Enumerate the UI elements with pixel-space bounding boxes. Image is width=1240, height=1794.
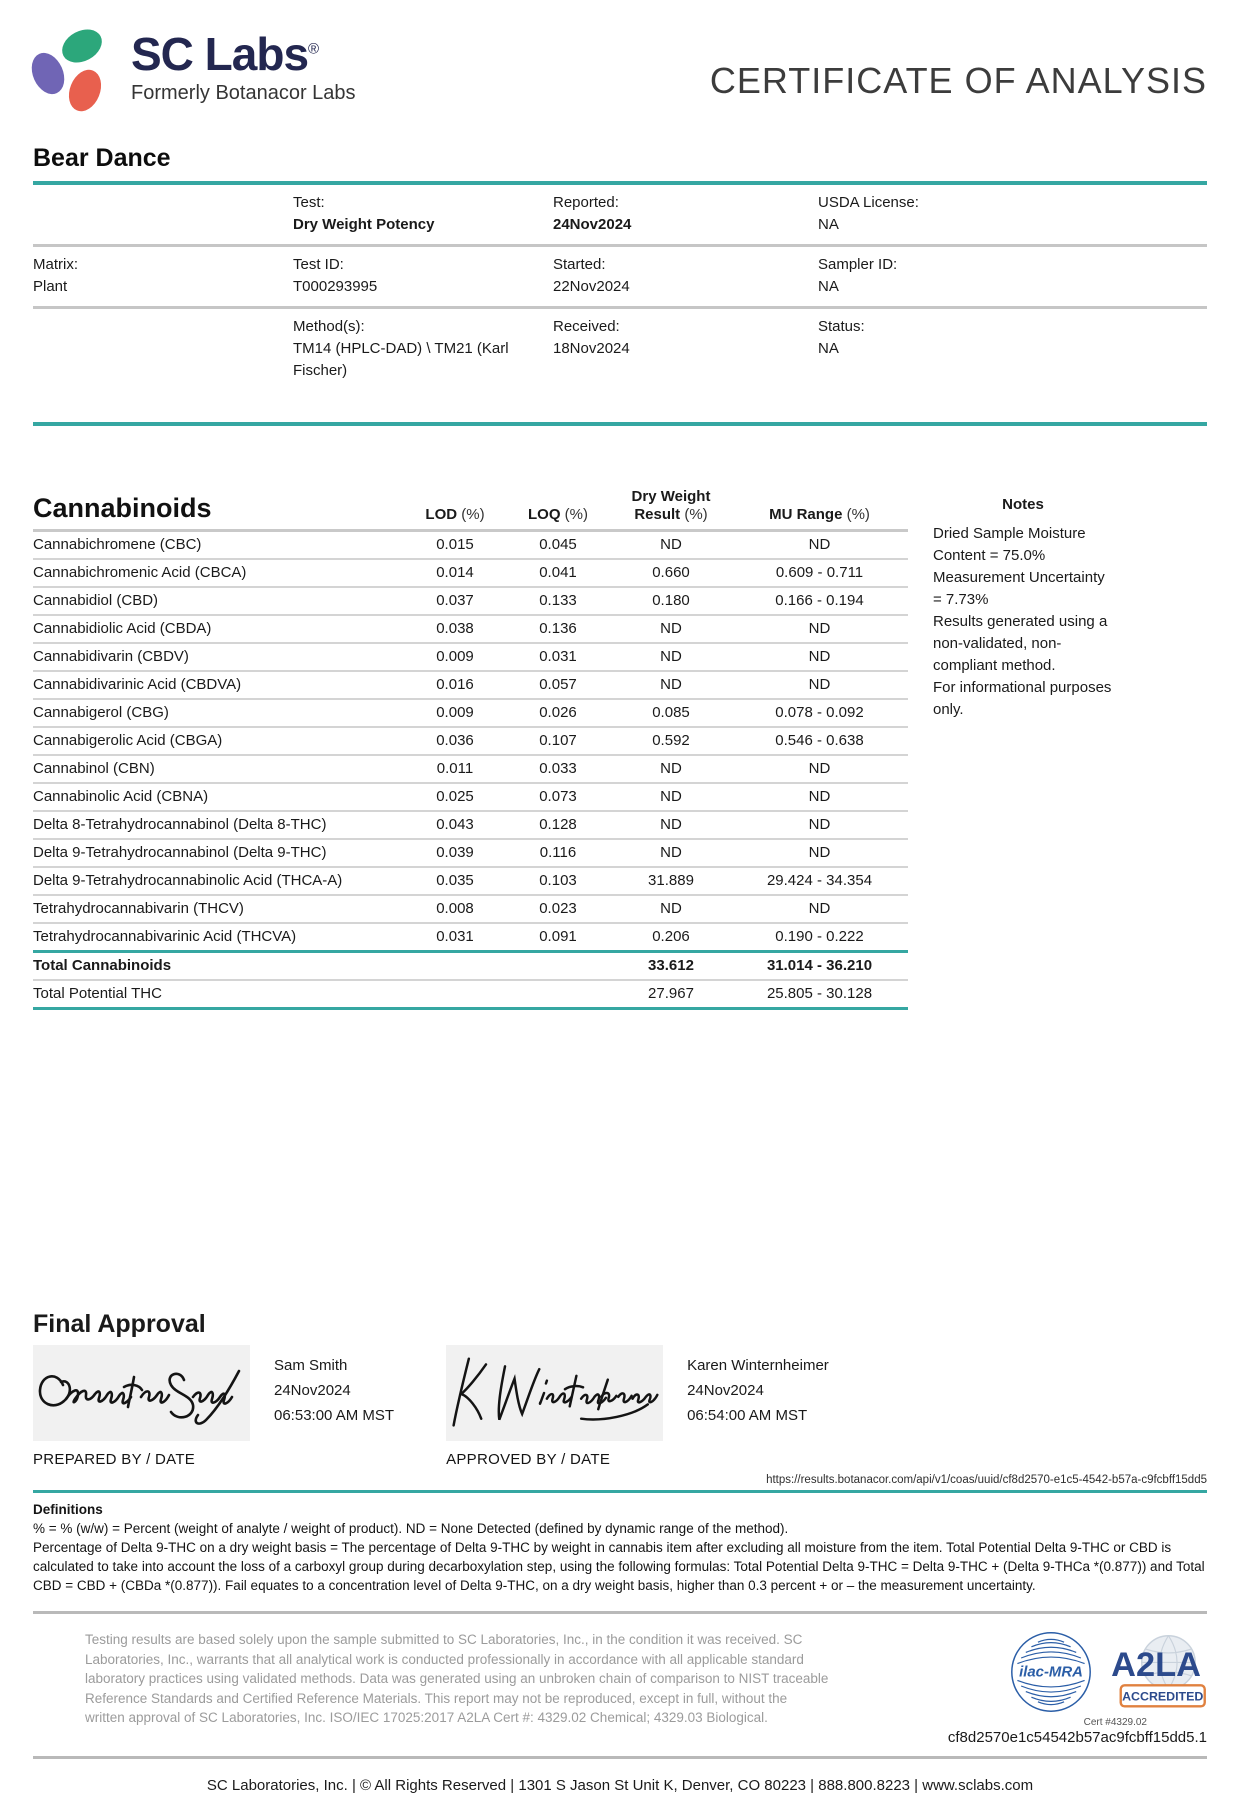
loq-value: 0.133 (539, 592, 577, 609)
analyte-name: Cannabidiolic Acid (CBDA) (33, 620, 212, 637)
coa-hash: cf8d2570e1c54542b57ac9fcbff15dd5.1 (947, 1729, 1207, 1746)
mu-range-value: 0.609 - 0.711 (775, 564, 864, 581)
info-cell-test (293, 192, 553, 236)
notes-line: For informational purposes only. (933, 679, 1112, 718)
info-cell-methods (293, 316, 553, 382)
definitions-section (33, 1500, 1207, 1595)
document-title: CERTIFICATE OF ANALYSIS (709, 60, 1207, 101)
table-row (33, 784, 908, 812)
received-value: 18Nov2024 (553, 340, 630, 357)
analyte-name: Cannabigerol (CBG) (33, 704, 169, 721)
notes-text (933, 523, 1113, 721)
sclabs-petals-icon (33, 30, 113, 114)
test-id-label: Test ID: (293, 256, 344, 273)
result-value: ND (660, 676, 682, 693)
mu-range-value: ND (808, 816, 831, 833)
info-row-1 (33, 185, 1207, 244)
disclaimer-text: Testing results are based solely upon the sample submitted to SC Laboratories, Inc., in the condition it was received. SC Laboratories, Inc., warrants that all analytical work is conducted professionally in accordance with all applicable standard laboratory practices using validated methods. Data was generated using an unbroken chain of comparison to NIST traceable Reference Standards and Certified Reference Materials. This report may not be reproduced, except in full, without the written approval of SC Laboratories, Inc. ISO/IEC 17025:2017 A2LA Cert #: 4329.02 Chemical; 4329.03 Biological. (85, 1632, 829, 1725)
table-row (33, 868, 908, 896)
loq-value: 0.128 (539, 816, 577, 833)
empty-cell (505, 953, 611, 979)
analyte-name: Delta 8-Tetrahydrocannabinol (Delta 8-THC) (33, 816, 327, 833)
usda-license-value: NA (818, 216, 839, 233)
lod-value: 0.009 (436, 704, 474, 721)
lod-value: 0.035 (436, 872, 474, 889)
loq-value: 0.033 (539, 760, 577, 777)
prepared-meta (274, 1345, 394, 1468)
result-value: ND (660, 620, 682, 637)
brand-name (131, 30, 356, 78)
result-value: 0.085 (652, 704, 690, 721)
approved-signature-image (446, 1345, 663, 1441)
brand-subtitle: Formerly Botanacor Labs (131, 82, 356, 105)
result-header: Result (634, 506, 681, 523)
lod-value: 0.039 (436, 844, 474, 861)
result-value: ND (660, 844, 682, 861)
coa-url-link[interactable]: https://results.botanacor.com/api/v1/coas/uuid/cf8d2570-e1c5-4542-b57a-c9fcbff15dd5 (766, 1474, 1207, 1486)
info-row-2 (33, 244, 1207, 306)
petal-green-icon (56, 23, 107, 69)
loq-value: 0.026 (539, 704, 577, 721)
sample-info-table (33, 181, 1207, 426)
lod-value: 0.038 (436, 620, 474, 637)
result-value: 0.206 (652, 928, 690, 945)
total-label: Total Cannabinoids (33, 957, 172, 974)
prepared-by-label: PREPARED BY / DATE (33, 1451, 196, 1468)
analyte-name: Cannabidivarin (CBDV) (33, 648, 189, 665)
status-value: NA (818, 340, 839, 357)
empty-cell (505, 981, 611, 1007)
loq-value: 0.116 (539, 844, 577, 861)
table-row (33, 560, 908, 588)
definitions-line: % = % (w/w) = Percent (weight of analyte / weight of product). ND = None Detected (defined by dynamic range of the method). (33, 1521, 789, 1536)
mu-range-value: 0.190 - 0.222 (775, 928, 864, 945)
table-row (33, 700, 908, 728)
analyte-name: Cannabinolic Acid (CBNA) (33, 788, 209, 805)
result-value: ND (660, 536, 682, 553)
total-thc-label: Total Potential THC (33, 985, 162, 1002)
table-row (33, 672, 908, 700)
mu-range-value: ND (808, 900, 831, 917)
total-thc-result-value: 27.967 (648, 985, 694, 1002)
mu-range-header: MU Range (769, 506, 843, 523)
notes-column (933, 466, 1113, 721)
notes-line: Results generated using a non-validated, non-compliant method. (933, 613, 1108, 674)
dry-weight-header: Dry Weight (631, 488, 711, 505)
mu-range-value: 0.546 - 0.638 (775, 732, 864, 749)
result-value: ND (660, 816, 682, 833)
a2la-label: A2LA (1111, 1645, 1201, 1684)
approved-time: 06:54:00 AM MST (687, 1407, 808, 1424)
sampler-id-label: Sampler ID: (818, 256, 898, 273)
loq-value: 0.045 (539, 536, 577, 553)
loq-value: 0.041 (539, 564, 577, 581)
methods-label: Method(s): (293, 318, 365, 335)
lod-value: 0.025 (436, 788, 474, 805)
loq-value: 0.136 (539, 620, 577, 637)
info-cell-empty (33, 192, 293, 236)
reported-label: Reported: (553, 194, 619, 211)
info-cell-matrix (33, 254, 293, 298)
test-label: Test: (293, 194, 325, 211)
brand-name-text: SC Labs (131, 28, 309, 80)
divider (33, 1490, 1207, 1493)
mu-range-value: 29.424 - 34.354 (766, 872, 873, 889)
loq-value: 0.103 (539, 872, 577, 889)
table-row-total-cannabinoids (33, 950, 908, 981)
lod-value: 0.037 (436, 592, 474, 609)
reported-value: 24Nov2024 (553, 216, 632, 233)
mu-range-value: ND (808, 536, 831, 553)
mu-range-value: ND (808, 676, 831, 693)
final-approval-title: Final Approval (33, 1310, 206, 1338)
footer-text: SC Laboratories, Inc. | © All Rights Reserved | 1301 S Jason St Unit K, Denver, CO 80223 | 888.800.8223 | www.sclabs.com (206, 1777, 1034, 1794)
cannabinoids-table (33, 466, 908, 1010)
analyte-name: Tetrahydrocannabivarin (THCV) (33, 900, 244, 917)
info-cell-usda (818, 192, 1207, 236)
loq-value: 0.073 (539, 788, 577, 805)
lod-value: 0.011 (436, 760, 474, 777)
mu-range-value: 0.078 - 0.092 (775, 704, 864, 721)
result-value: 0.592 (652, 732, 690, 749)
table-row (33, 644, 908, 672)
sampler-id-value: NA (818, 278, 839, 295)
lod-value: 0.031 (436, 928, 474, 945)
result-value: 31.889 (648, 872, 694, 889)
started-label: Started: (553, 256, 606, 273)
mu-range-value: ND (808, 648, 831, 665)
analyte-name: Tetrahydrocannabivarinic Acid (THCVA) (33, 928, 297, 945)
result-value: ND (660, 760, 682, 777)
table-header-row (33, 466, 908, 532)
table-row (33, 616, 908, 644)
mu-range-value: ND (808, 788, 831, 805)
result-value: ND (660, 648, 682, 665)
lod-value: 0.043 (436, 816, 474, 833)
notes-line: Dried Sample Moisture Content = 75.0% (933, 525, 1086, 564)
mu-range-value: ND (808, 620, 831, 637)
accreditation-badges (948, 1630, 1207, 1746)
result-value: ND (660, 900, 682, 917)
approved-meta (687, 1345, 829, 1468)
registered-mark: ® (308, 40, 319, 58)
percent-unit: (%) (684, 506, 708, 523)
info-cell-reported (553, 192, 818, 236)
analyte-name: Cannabidivarinic Acid (CBDVA) (33, 676, 242, 693)
result-value: ND (660, 788, 682, 805)
analyte-name: Delta 9-Tetrahydrocannabinol (Delta 9-THC) (33, 844, 327, 861)
analyte-name: Cannabichromenic Acid (CBCA) (33, 564, 247, 581)
table-row (33, 840, 908, 868)
info-cell-status (818, 316, 1207, 382)
mu-range-value: 0.166 - 0.194 (775, 592, 864, 609)
test-id-value: T000293995 (293, 278, 378, 295)
lod-value: 0.016 (436, 676, 474, 693)
prepared-date: 24Nov2024 (274, 1382, 351, 1399)
table-row-total-potential-thc (33, 981, 908, 1010)
info-cell-started (553, 254, 818, 298)
info-cell-received (553, 316, 818, 382)
prepared-signature-image (33, 1345, 250, 1441)
info-cell-sampler (818, 254, 1207, 298)
result-value: 0.660 (652, 564, 690, 581)
loq-value: 0.057 (539, 676, 577, 693)
column-header-loq (505, 506, 611, 524)
started-value: 22Nov2024 (553, 278, 630, 295)
notes-header: Notes (1002, 496, 1044, 513)
analyte-name: Delta 9-Tetrahydrocannabinolic Acid (THCA-A) (33, 872, 343, 889)
total-thc-mu-range-value: 25.805 - 30.128 (766, 985, 873, 1002)
mu-range-value: ND (808, 844, 831, 861)
table-row (33, 924, 908, 950)
column-header-lod (405, 506, 505, 524)
prepared-by-block (33, 1345, 250, 1468)
approved-by-block (446, 1345, 663, 1468)
brand-logo (33, 30, 356, 114)
disclaimer-box (33, 1611, 1207, 1759)
percent-unit: (%) (846, 506, 870, 523)
ilac-mra-label: ilac-MRA (1019, 1663, 1083, 1681)
info-row-3 (33, 306, 1207, 422)
approved-signature-box (446, 1345, 663, 1441)
accredited-label: ACCREDITED (1122, 1689, 1204, 1704)
lod-value: 0.009 (436, 648, 474, 665)
definitions-line: Percentage of Delta 9-THC on a dry weight basis = The percentage of Delta 9-THC by weight in cannabis item after excluding all moisture from the item. Total Potential Delta 9-THC or CBD is calculated to take into account the loss of a carboxyl group during decarboxylation step, using the following formulas: Total Potential Delta 9-THC = Delta 9-THC + (Delta 9-THCa *(0.877)) and Total CBD = CBD + (CBDa *(0.877)). Fail equates to a concentration level of Delta 9-THC, on a dry weight basis, higher than 0.3 percent + or – the measurement uncertainty. (33, 1540, 1205, 1593)
approver-name: Karen Winternheimer (687, 1357, 829, 1374)
lod-value: 0.014 (436, 564, 474, 581)
column-header-mu-range (731, 506, 908, 524)
cannabinoids-section (33, 466, 1207, 1010)
test-value: Dry Weight Potency (293, 216, 435, 233)
status-label: Status: (818, 318, 865, 335)
total-mu-range-value: 31.014 - 36.210 (766, 957, 873, 974)
info-cell-empty (33, 316, 293, 382)
loq-header: LOQ (528, 506, 561, 523)
preparer-name: Sam Smith (274, 1357, 348, 1374)
lod-value: 0.036 (436, 732, 474, 749)
received-label: Received: (553, 318, 620, 335)
lod-value: 0.008 (436, 900, 474, 917)
loq-value: 0.031 (539, 648, 577, 665)
table-row (33, 588, 908, 616)
definitions-title: Definitions (33, 1502, 103, 1517)
loq-value: 0.023 (539, 900, 577, 917)
percent-unit: (%) (461, 506, 485, 523)
prepared-signature-box (33, 1345, 250, 1441)
notes-line: Measurement Uncertainty = 7.73% (933, 569, 1105, 608)
loq-value: 0.107 (539, 732, 577, 749)
usda-license-label: USDA License: (818, 194, 919, 211)
cert-number: Cert #4329.02 (1083, 1717, 1147, 1728)
approved-by-label: APPROVED BY / DATE (446, 1451, 611, 1468)
empty-cell (405, 953, 505, 979)
methods-value: TM14 (HPLC-DAD) \ TM21 (Karl Fischer) (293, 340, 509, 379)
lod-value: 0.015 (436, 536, 474, 553)
table-row (33, 756, 908, 784)
matrix-label: Matrix: (33, 256, 78, 273)
brand-text (131, 30, 356, 114)
analyte-name: Cannabidiol (CBD) (33, 592, 159, 609)
table-row (33, 532, 908, 560)
lod-header: LOD (425, 506, 458, 523)
analyte-name: Cannabinol (CBN) (33, 760, 155, 777)
analyte-name: Cannabichromene (CBC) (33, 536, 202, 553)
result-value: 0.180 (652, 592, 690, 609)
analyte-name: Cannabigerolic Acid (CBGA) (33, 732, 223, 749)
table-row (33, 896, 908, 924)
empty-cell (405, 981, 505, 1007)
total-result-value: 33.612 (648, 957, 694, 974)
header (0, 0, 1240, 114)
table-row (33, 812, 908, 840)
loq-value: 0.091 (539, 928, 577, 945)
final-approval-row (33, 1345, 1207, 1468)
badge-row (1009, 1630, 1207, 1714)
ilac-mra-logo-icon (1009, 1630, 1093, 1714)
prepared-time: 06:53:00 AM MST (274, 1407, 395, 1424)
table-title: Cannabinoids (33, 493, 212, 523)
percent-unit: (%) (564, 506, 588, 523)
table-row (33, 728, 908, 756)
matrix-value: Plant (33, 278, 68, 295)
a2la-logo-icon (1107, 1630, 1207, 1714)
column-header-result (611, 488, 731, 524)
sample-name: Bear Dance (33, 144, 171, 172)
approved-date: 24Nov2024 (687, 1382, 764, 1399)
mu-range-value: ND (808, 760, 831, 777)
info-cell-test-id (293, 254, 553, 298)
petal-coral-icon (63, 65, 107, 116)
